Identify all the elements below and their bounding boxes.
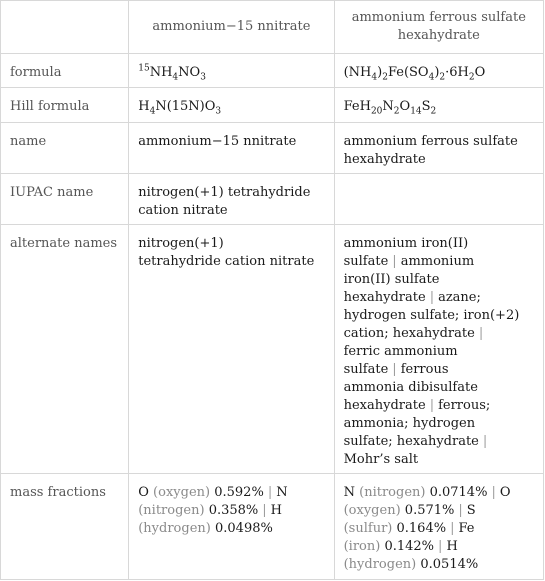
separator: | bbox=[458, 503, 463, 518]
formula-subscript: 2 bbox=[439, 72, 446, 83]
alternate-name: azane; bbox=[438, 290, 481, 305]
alternate-name: iron(II) sulfate bbox=[343, 272, 440, 287]
mass-value: 0.0714% bbox=[429, 485, 488, 500]
row-label bbox=[1, 88, 129, 123]
mass-value: 0.592% bbox=[214, 485, 264, 500]
formula-part: H bbox=[138, 99, 150, 114]
header-empty-cell bbox=[1, 1, 129, 54]
alternate-name: sulfate bbox=[343, 254, 389, 269]
formula-subscript: 2 bbox=[468, 72, 475, 83]
mass-cell-2 bbox=[334, 474, 543, 580]
formula-subscript: 4 bbox=[172, 72, 179, 83]
formula-part: ) bbox=[377, 65, 383, 80]
alternate-name: ferrous bbox=[400, 362, 449, 377]
formula-cell-1 bbox=[129, 54, 334, 88]
mass-value: 0.164% bbox=[396, 521, 447, 536]
formula-part: NO bbox=[178, 65, 201, 80]
alternate-name: Mohr’s salt bbox=[343, 452, 419, 467]
element-symbol: O bbox=[138, 485, 149, 500]
mass-value: 0.142% bbox=[384, 539, 435, 554]
element-name: (oxygen) bbox=[343, 503, 401, 518]
formula-part: O bbox=[399, 99, 411, 114]
row-label bbox=[1, 474, 129, 580]
alternate-name: ferrous; bbox=[438, 398, 491, 413]
alternate-name: ammonium iron(II) bbox=[343, 236, 469, 251]
iupac-name: nitrogen(+1) tetrahydride bbox=[138, 185, 311, 200]
separator: | bbox=[482, 434, 488, 449]
mass-value: 0.0498% bbox=[215, 521, 273, 536]
formula-subscript: 4 bbox=[428, 72, 435, 83]
separator: | bbox=[267, 485, 273, 500]
element-symbol: H bbox=[446, 539, 458, 554]
formula-part: S bbox=[421, 99, 431, 114]
formula-subscript: 3 bbox=[200, 72, 206, 83]
row-label-text: alternate names bbox=[10, 236, 118, 251]
element-name: (nitrogen) bbox=[359, 485, 426, 500]
formula-subscript: 2 bbox=[393, 106, 400, 117]
formula-part: N(15N)O bbox=[155, 99, 216, 114]
separator: | bbox=[491, 485, 496, 500]
alternate-name: sulfate; hexahydrate bbox=[343, 434, 479, 449]
row-label bbox=[1, 54, 129, 88]
header-label: ammonium−15 nnitrate bbox=[152, 19, 311, 34]
formula-part: NH bbox=[149, 65, 173, 80]
alternate-cell-2 bbox=[334, 225, 543, 474]
element-name: (sulfur) bbox=[343, 521, 393, 536]
formula-cell-2 bbox=[334, 54, 543, 88]
row-label-text: mass fractions bbox=[10, 485, 106, 500]
row-mass-fractions bbox=[1, 474, 544, 580]
iupac-cell-2 bbox=[334, 174, 543, 225]
separator: | bbox=[392, 254, 397, 269]
row-formula bbox=[1, 54, 544, 88]
formula-part: O bbox=[474, 65, 486, 80]
row-label-text: name bbox=[10, 134, 47, 149]
alternate-name: ammonium bbox=[400, 254, 475, 269]
element-symbol: S bbox=[466, 503, 476, 518]
formula-subscript: 2 bbox=[382, 72, 388, 83]
alternate-name: ammonia dibisulfate bbox=[343, 380, 478, 395]
row-label-text: formula bbox=[10, 65, 62, 80]
header-ammonium-15-nitrate bbox=[129, 1, 334, 54]
formula-part: ) bbox=[434, 65, 440, 80]
separator: | bbox=[450, 521, 455, 536]
alternate-name: cation; hexahydrate bbox=[343, 326, 475, 341]
compound-name: hexahydrate bbox=[343, 152, 426, 167]
separator: | bbox=[392, 362, 397, 377]
alternate-name: hexahydrate bbox=[343, 398, 426, 413]
element-symbol: N bbox=[343, 485, 355, 500]
row-hill-formula bbox=[1, 88, 544, 123]
alternate-cell-1 bbox=[129, 225, 334, 474]
row-label bbox=[1, 174, 129, 225]
alternate-name: tetrahydride cation nitrate bbox=[138, 254, 315, 269]
element-symbol: N bbox=[276, 485, 288, 500]
separator: | bbox=[429, 398, 435, 413]
row-alternate-names bbox=[1, 225, 544, 474]
element-name: (hydrogen) bbox=[343, 557, 417, 572]
formula-part: ·6H bbox=[445, 65, 469, 80]
alternate-name: hexahydrate bbox=[343, 290, 426, 305]
formula-subscript: 4 bbox=[149, 106, 156, 117]
isotope-mass-number: 15 bbox=[138, 63, 150, 74]
iupac-cell-1 bbox=[129, 174, 334, 225]
element-name: (iron) bbox=[343, 539, 381, 554]
row-iupac-name bbox=[1, 174, 544, 225]
formula-part: Fe(SO bbox=[387, 65, 429, 80]
formula-subscript: 4 bbox=[371, 72, 378, 83]
alternate-name: nitrogen(+1) bbox=[138, 236, 224, 251]
compound-name: ammonium ferrous sulfate bbox=[343, 134, 518, 149]
hill-cell-1 bbox=[129, 88, 334, 123]
element-name: (oxygen) bbox=[153, 485, 211, 500]
alternate-name: sulfate bbox=[343, 362, 389, 377]
formula-part: N bbox=[382, 99, 394, 114]
row-label bbox=[1, 123, 129, 174]
mass-value: 0.0514% bbox=[420, 557, 479, 572]
alternate-name: hydrogen sulfate; iron(+2) bbox=[343, 308, 520, 323]
element-symbol: Fe bbox=[458, 521, 475, 536]
row-label-text: Hill formula bbox=[10, 99, 90, 114]
mass-cell-1 bbox=[129, 474, 334, 580]
mass-value: 0.358% bbox=[208, 503, 259, 518]
alternate-name: ammonia; hydrogen bbox=[343, 416, 476, 431]
separator: | bbox=[478, 326, 484, 341]
formula-subscript: 20 bbox=[370, 106, 383, 117]
name-cell-2 bbox=[334, 123, 543, 174]
compound-name: ammonium−15 nnitrate bbox=[138, 134, 297, 149]
iupac-name: cation nitrate bbox=[138, 203, 228, 218]
mass-value: 0.571% bbox=[404, 503, 455, 518]
hill-cell-2 bbox=[334, 88, 543, 123]
element-symbol: H bbox=[270, 503, 283, 518]
header-label: ammonium ferrous sulfate hexahydrate bbox=[351, 10, 526, 43]
header-ammonium-ferrous-sulfate bbox=[334, 1, 543, 54]
row-label-text: IUPAC name bbox=[10, 185, 94, 200]
row-name bbox=[1, 123, 544, 174]
formula-subscript: 3 bbox=[215, 106, 222, 117]
formula-part: FeH bbox=[343, 99, 371, 114]
element-name: (nitrogen) bbox=[138, 503, 205, 518]
separator: | bbox=[262, 503, 267, 518]
separator: | bbox=[429, 290, 435, 305]
formula-subscript: 2 bbox=[430, 106, 437, 117]
alternate-name: ferric ammonium bbox=[343, 344, 458, 359]
element-symbol: O bbox=[499, 485, 511, 500]
element-name: (hydrogen) bbox=[138, 521, 211, 536]
formula-part: (NH bbox=[343, 65, 372, 80]
formula-subscript: 14 bbox=[410, 106, 422, 117]
separator: | bbox=[438, 539, 443, 554]
row-label bbox=[1, 225, 129, 474]
name-cell-1 bbox=[129, 123, 334, 174]
